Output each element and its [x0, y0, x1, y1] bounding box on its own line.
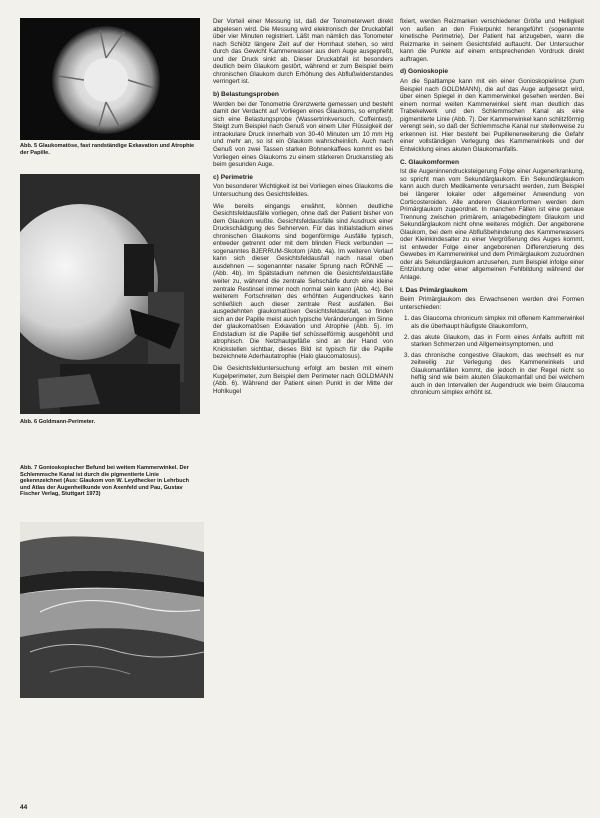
- section-heading: d) Gonioskopie: [400, 68, 448, 76]
- figure-7-caption: Abb. 7 Gonioskopischer Befund bei weitem Kammerwinkel. Der Schlemmsche Kanal ist durch die pigmentierte Linie gekennzeichnet (Aus: Glaukom von W. Leydhecker in Lehrbuch und Atlas der Augenheilkunde von Axenfeld und Pau, Gustav Fischer Verlag, Stuttgart 1973): [20, 465, 190, 498]
- list-item: 3. das chronische congestive Glaukom, das wechselt es nur zeitweilig zur Verlegung des Kammerwinkels und Glaukomanfällen kommt, die jedoch in der Regel nicht so heftig sind wie beim akuten Glaukomanfall und bei welchem auch in den Intervallen der Augendruck wie beim Glaucoma chronicum simplex erhöht ist.: [411, 352, 584, 397]
- text-column-middle: [213, 18, 393, 803]
- list-item: 2. das akute Glaukom, das in Form eines Anfalls auftritt mit starken Schmerzen und Allgemeinsymptomen, und: [411, 334, 584, 349]
- paragraph: fixiert, werden Reizmarken verschiedener Größe und Helligkeit von außen an den Fixierpunkt herangeführt (sogenannte kinetische Perimetrie). Der Patient hat anzugeben, wann die Reizmarke in seinem Gesichtsfeld auftaucht. Der Untersucher kann die Punkte auf einem entsprechenden Vordruck direkt auftragen.: [400, 18, 584, 63]
- text-column-right: [400, 18, 584, 803]
- perimeter-photo-icon: [20, 174, 200, 414]
- paragraph: Von besonderer Wichtigkeit ist bei Vorliegen eines Glaukoms die Untersuchung des Gesichtsfeldes.: [213, 183, 393, 198]
- paragraph: Die Gesichtsfelduntersuchung erfolgt am besten mit einem Kugelperimeter, zum Beispiel dem Perimeter nach GOLDMANN (Abb. 6). Während der Patient einen Punkt in der Mitte der Hohlkugel: [213, 365, 393, 395]
- figure-goldmann-perimeter: [20, 174, 200, 414]
- section-heading: b) Belastungsproben: [213, 90, 279, 98]
- figure-6-caption: Abb. 6 Goldmann-Perimeter.: [20, 419, 96, 425]
- figure-gonioscopy: [20, 522, 204, 698]
- paragraph: Ist die Augeninnendrucksteigerung Folge einer Augenerkrankung, so spricht man vom Sekundärglaukom. Ein Sekundärglaukom kann auch durch Medikamente verursacht werden, zum Beispiel bei längerer lokaler oder allgemeiner Anwendung von Corticosteroiden. Alle anderen Glaukomformen werden dem Primärglaukom zugeordnet. In manchen Fällen ist eine genaue Trennung zwischen primärem, anlagebedingtem Glaukom und Sekundärglaukom nicht ohne weiteres möglich. Der angeborene Glaukom, bei dem eine Abflußbehinderung des Kammerwassers oder Kleinkindesalter zu einer Vergrößerung des Auges kommt, ist entweder Folge einer angeborenen Differenzierung des Gewebes im Kammerwinkel und dem Primärglaukom zuzuordnen oder als Sekundärglaukom anzusehen, zum Beispiel infolge einer Entzündung oder einer allgemeinen Fehlbildung während der Anlage.: [400, 168, 584, 281]
- paragraph: Der Vorteil einer Messung ist, daß der Tonometerwert direkt abgelesen wird. Die Messung wird elektronisch der Druckabfall über vier Minuten registriert. Läßt man nämlich das Tonometer nach Schiötz längere Zeit auf der Hornhaut stehen, so wird durch das Gewicht Kammerwasser aus dem Auge ausgepreßt, und der Druck sinkt ab. Dieser Druckabfall ist besonders deutlich beim Glaukom gestört, während er zum Beispiel beim chronischen Glaukom durch Erhöhung des Abflußwiderstandes verringert ist.: [213, 18, 393, 86]
- section-heading: I. Das Primärglaukom: [400, 286, 468, 294]
- figure-5-caption: Abb. 5 Glaukomatöse, fast randständige Exkavation und Atrophie der Papille.: [20, 143, 195, 156]
- glaucoma-forms-list: [400, 315, 584, 396]
- page-number: 44: [20, 804, 28, 811]
- optic-disc-photo-icon: [20, 18, 200, 140]
- gonioscopy-drawing-icon: [20, 522, 204, 698]
- paragraph: An die Spaltlampe kann mit ein einer Gonioskopielinse (zum Beispiel nach GOLDMANN), die auf das Auge aufgesetzt wird, über einen Spiegel in den Kammerwinkel gesehen werden. Bei einem normal weiten Kammerwinkel sieht man deutlich das Trabekelwerk und den Schlemmschen Kanal als eine pigmentierte Linie (Abb. 7). Der Kammerwinkel kann schlitzförmig verengt sein, so daß der Schlemmsche Kanal nur stellenweise zu erkennen ist. Hier besteht bei Pupillenerweiterung die Gefahr einer vollständigen Verlegung des Kammerwinkels und der Entwicklung eines akuten Glaukomanfalls.: [400, 78, 584, 153]
- paragraph: Beim Primärglaukom des Erwachsenen werden drei Formen unterschieden:: [400, 296, 584, 311]
- paragraph: Wie bereits eingangs erwähnt, können deutliche Gesichtsfeldausfälle vorliegen, ohne daß der Patient bisher von dem Glaukom wußte. Gesichtsfeldausfälle sind Ausdruck einer Druckschädigung des Sehnerven. Für das Initialstadium eines chronischen Glaukoms sind bogenförmige Ausfälle typisch, entweder getrennt oder mit dem blinden Fleck verbunden — sogenanntes BJERRUM-Skotom (Abb. 4a). Im weiteren Verlauf kann sich dieser Gesichtsfeldausfall nach nasal oben ausdehnen — sogenannter nasaler Sprung nach RÖNNE — (Abb. 4b). Im Spätstadium nehmen die Gesichtsfeldausfälle weiter zu, während die zentrale Sehschärfe durch eine kleine zentrale Restinsel immer noch normal sein kann (Abb. 4c). Bei weiterem Fortschreiten des erhöhten Augendruckes kann schließlich auch dieser zentrale Rest ausfallen. Bei ausgedehnten glaukomatösen Gesichtsfeldausfall, so finden sich an der Papille meist auch typische Veränderungen im Sinne der glaukomatösen Exkavation und Atrophie (Abb. 5). Im Endstadium ist die Papille tief schüsselförmig ausgehöhlt und atrophisch. Die Netzhautgefäße sind an der Hand von Knickstellen sichtbar, dieses Bild ist typisch für die Papille bezeichnete Aderhautatrophie (Halo glaucomatosus).: [213, 202, 393, 361]
- paragraph: Werden bei der Tonometrie Grenzwerte gemessen und besteht damit der Verdacht auf Vorliegen eines Glaukoms, so empfiehlt sich eine Belastungsprobe (Wassertrinkversuch, Coffeintest). Steigt zum Beispiel nach Genuß von einem Liter Flüssigkeit der intraokulare Druck innerhalb von 30-40 Minuten um 10 mm Hg und mehr an, so ist ein Glaukom wahrscheinlich. Auch nach Genuß von zwei Tassen starken Bohnenkaffees kommt es bei Vorliegen eines Glaukoms zu einem stärkeren Druckanstieg als beim gesunden Auge.: [213, 100, 393, 169]
- list-item: 1. das Glaucoma chronicum simplex mit offenem Kammerwinkel als die überhaupt häufigste Glaukomform,: [411, 315, 584, 330]
- section-heading: c) Perimetrie: [213, 173, 253, 181]
- figure-optic-disc: [20, 18, 200, 140]
- section-heading: C. Glaukomformen: [400, 158, 459, 166]
